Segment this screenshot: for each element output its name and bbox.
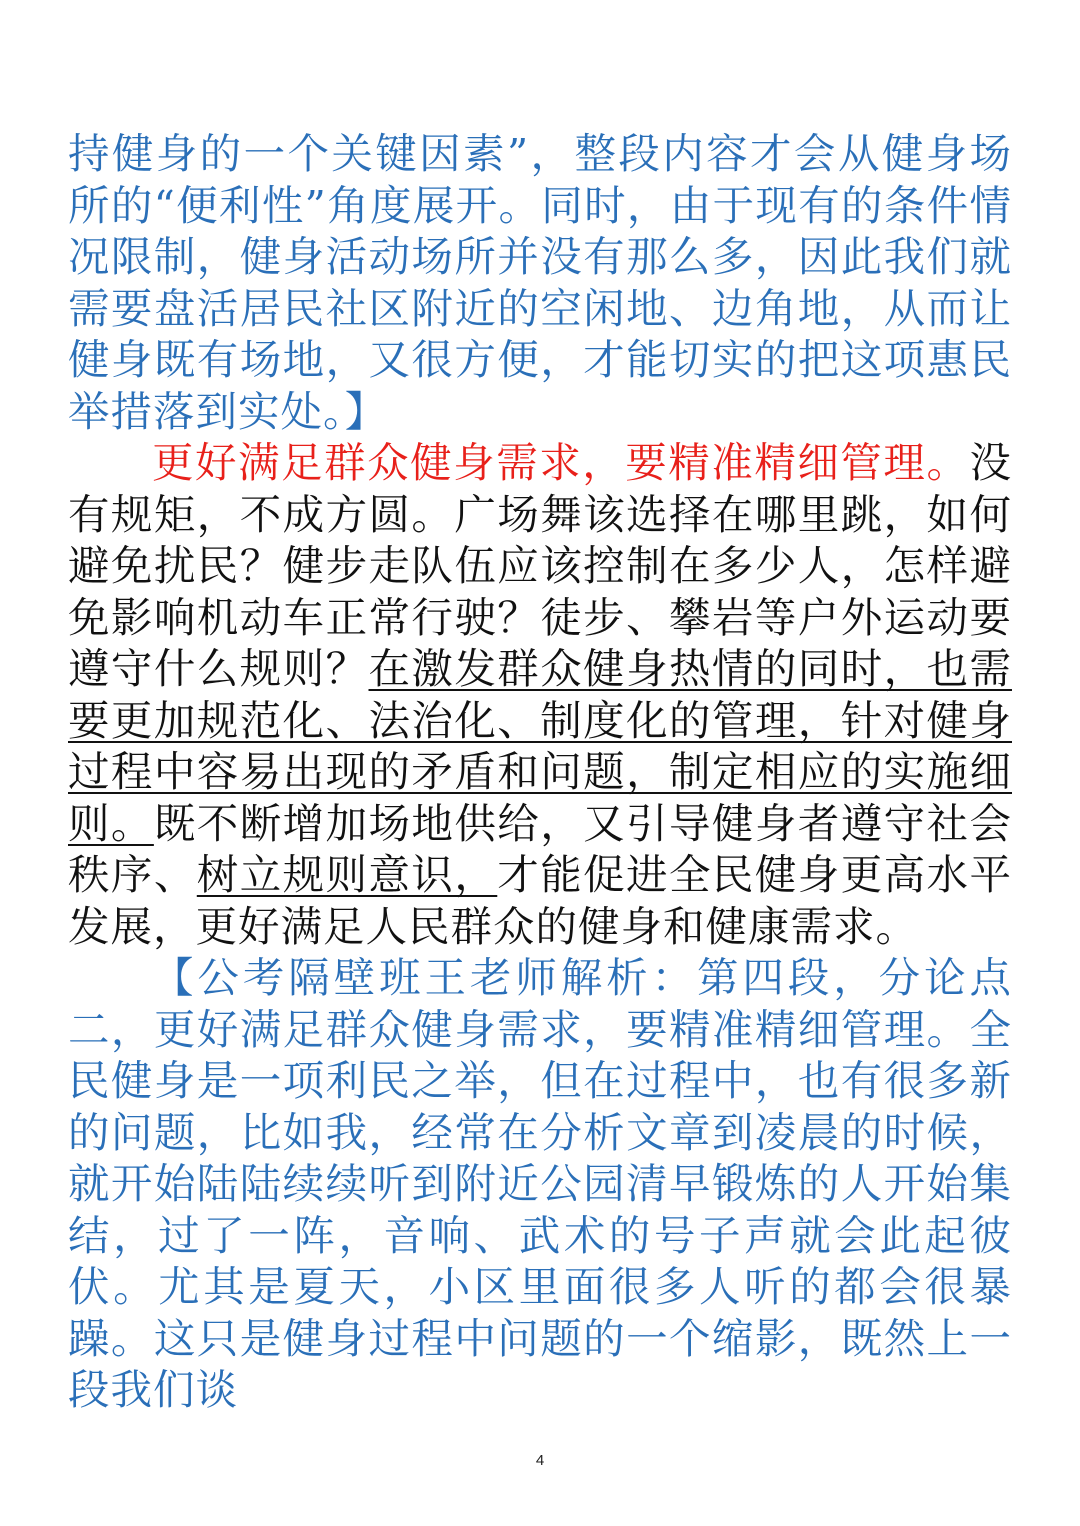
- body-text-c: 才能促进全民健身更高水平发展，更好满足人民群众的健身和健康需求。: [68, 850, 1012, 951]
- document-page: [68, 128, 1012, 1416]
- section-heading: 更好满足群众健身需求，要精准精细管理。: [152, 438, 970, 487]
- analysis-paragraph-continued: [68, 128, 1012, 437]
- analysis-paragraph: [68, 952, 1012, 1416]
- body-text-b: 既不断增加场地供给，又引导健身者遵守社会秩序、: [68, 798, 1012, 899]
- body-text-a: 没有规矩，不成方圆。广场舞该选择在哪里跳，如何避免扰民？健步走队伍应该控制在多少人，怎样避免影响机动车正常行驶？徒步、攀岩等户外运动要遵守什么规则？: [68, 438, 1012, 693]
- underlined-text-b: 树立规则意识，: [196, 850, 498, 899]
- body-paragraph: [68, 437, 1012, 952]
- underlined-text-a: 在激发群众健身热情的同时，也需要更加规范化、法治化、制度化的管理，针对健身过程中容易出现的矛盾和问题，制定相应的实施细则。: [68, 644, 1012, 848]
- page-number: 4: [535, 1452, 545, 1469]
- analysis-text-2: 【公考隔壁班王老师解析：第四段，分论点二，更好满足群众健身需求，要精准精细管理。全民健身是一项利民之举，但在过程中，也有很多新的问题，比如我，经常在分析文章到凌晨的时候，就开始陆陆续续听到附近公园清早锻炼的人开始集结，过了一阵，音响、武术的号子声就会此起彼伏。尤其是夏天，小区里面很多人听的都会很暴躁。这只是健身过程中问题的一个缩影，既然上一段我们谈: [68, 953, 1012, 1414]
- analysis-text: 持健身的一个关键因素”，整段内容才会从健身场所的“便利性”角度展开。同时，由于现有的条件情况限制，健身活动场所并没有那么多，因此我们就需要盘活居民社区附近的空闲地、边角地，从而让健身既有场地，又很方便，才能切实的把这项惠民举措落到实处。】: [68, 129, 1012, 436]
